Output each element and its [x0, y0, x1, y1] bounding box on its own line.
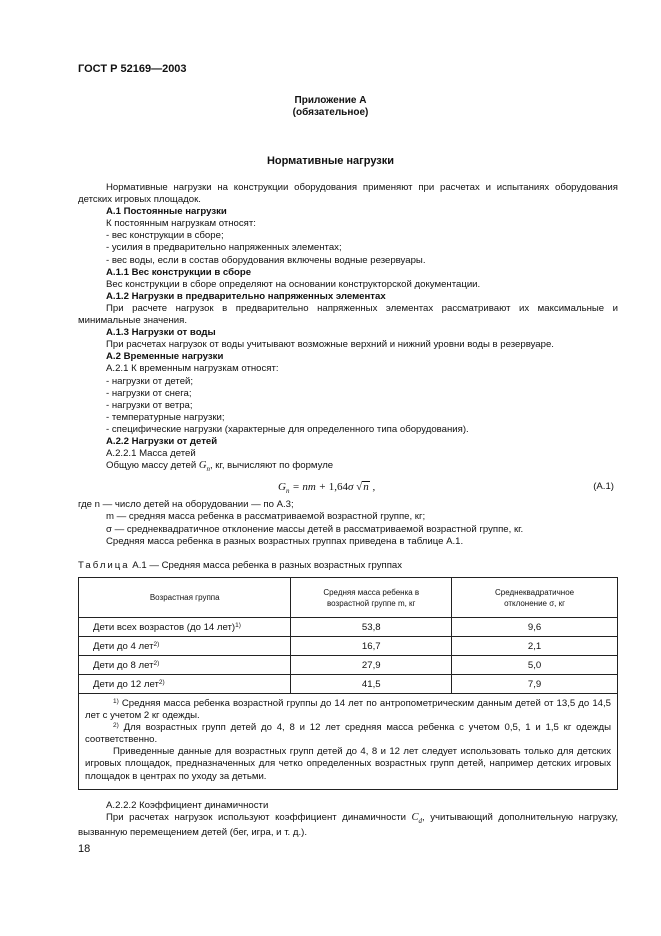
list-item: - нагрузки от снега;	[106, 387, 192, 399]
table-notes-row	[79, 694, 618, 790]
list-item: - вес воды, если в состав оборудования включены водные резервуары.	[106, 254, 426, 266]
mass-table	[78, 577, 618, 790]
a11-heading: А.1.1 Вес конструкции в сборе	[106, 266, 252, 278]
table-row	[79, 675, 618, 694]
mass-cell: 16,7	[291, 637, 452, 656]
page-number: 18	[78, 843, 91, 855]
header-mean-mass: Средняя масса ребенка в возрастной группе m, кг	[291, 578, 452, 618]
table-caption-text: А.1 — Средняя масса ребенка в разных возрастных группах	[132, 560, 403, 571]
footnote-mark: 1)	[235, 621, 241, 629]
section-title: Нормативные нагрузки	[266, 155, 395, 167]
a222-heading: А.2.2.2 Коэффициент динамичности	[106, 800, 269, 811]
appendix-title: Приложение А	[294, 95, 367, 106]
note-1	[85, 698, 611, 722]
sd-cell: 7,9	[452, 675, 618, 694]
table-notes	[79, 694, 618, 790]
formula-number: (А.1)	[593, 481, 614, 493]
footnote-mark: 2)	[153, 659, 160, 667]
a13-heading: А.1.3 Нагрузки от воды	[106, 327, 216, 339]
age-group-cell	[79, 675, 291, 694]
bottom-section	[78, 800, 618, 839]
list-item: - температурные нагрузки;	[106, 411, 225, 423]
a221-text-post: , кг, вычисляют по формуле	[209, 460, 334, 472]
a11-text: Вес конструкции в сборе определяют на основании конструкторской документации.	[106, 278, 481, 290]
footnote-mark: 2)	[158, 678, 165, 686]
a221-heading: А.2.2.1 Масса детей	[106, 448, 196, 460]
list-item: - вес конструкции в сборе;	[106, 230, 224, 242]
mass-cell: 41,5	[291, 675, 452, 694]
mass-cell: 27,9	[291, 656, 452, 675]
age-group-text: Дети до 4 лет	[93, 640, 154, 652]
symbol-cd: $C_d$	[411, 812, 423, 826]
a1-text: К постоянным нагрузкам относят:	[106, 218, 256, 230]
appendix-subtitle: (обязательное)	[292, 107, 369, 118]
note-2-text: Для возрастных групп детей до 4, 8 и 12 лет средняя масса ребенка с учетом 0,5, 1 и 1,5 кг одежды соответственно.	[85, 722, 611, 746]
sd-cell: 5,0	[452, 656, 618, 675]
document-body	[78, 182, 618, 548]
sd-cell: 9,6	[452, 618, 618, 637]
age-group-text: Дети всех возрастов (до 14 лет)	[93, 621, 236, 633]
appendix-heading	[0, 95, 661, 119]
list-item: - нагрузки от детей;	[106, 375, 194, 387]
where-m: m — средняя масса ребенка в рассматриваемой возрастной группе, кг;	[106, 511, 426, 523]
a1-heading: А.1 Постоянные нагрузки	[106, 206, 227, 218]
age-group-text: Дети до 12 лет	[93, 678, 159, 690]
sd-cell: 2,1	[452, 637, 618, 656]
age-group-text: Дети до 8 лет	[93, 659, 154, 671]
a222-text-pre: При расчетах нагрузок используют коэффициент динамичности	[106, 812, 406, 824]
a221-text	[78, 460, 618, 475]
footnote-mark: 1)	[113, 698, 119, 705]
a2-heading: А.2 Временные нагрузки	[106, 351, 224, 363]
table-caption	[78, 560, 402, 571]
table-row	[79, 656, 618, 675]
table-reference: Средняя масса ребенка в разных возрастных группах приведена в таблице А.1.	[106, 535, 464, 547]
a22-heading: А.2.2 Нагрузки от детей	[106, 435, 218, 447]
symbol-gn: $G_n$	[198, 460, 210, 474]
a221-text-pre: Общую массу детей	[106, 460, 197, 472]
mass-cell: 53,8	[291, 618, 452, 637]
note-1-text: Средняя масса ребенка возрастной группы до 14 лет по антропометрическим данным детей от 13,5 до 14,5 лет с учетом 2 кг одежды.	[85, 698, 611, 722]
note-2	[85, 722, 611, 746]
intro-paragraph: Нормативные нагрузки на конструкции оборудования применяют при расчетах и испытаниях оборудования детских игровых площадок.	[78, 182, 618, 206]
age-group-cell	[79, 637, 291, 656]
formula-expression: $G_n$ = nm + 1,64σ √n ,	[278, 481, 376, 496]
a13-text: При расчетах нагрузок от воды учитывают возможные верхний и нижний уровни воды в резервуаре.	[106, 339, 554, 351]
where-sigma: σ — среднеквадратичное отклонение массы детей в рассматриваемой возрастной группе, кг.	[106, 523, 524, 535]
list-item: - нагрузки от ветра;	[106, 399, 193, 411]
list-item: - специфические нагрузки (характерные для определенного типа оборудования).	[106, 423, 469, 435]
age-group-cell	[79, 656, 291, 675]
formula-a1	[78, 477, 618, 499]
header-std-dev: Среднеквадратичное отклонение σ, кг	[452, 578, 618, 618]
a222-text-post: , учитывающий дополнительную нагрузку, вызванную перемещением детей (бег, игра, и т. д.).	[78, 812, 618, 839]
list-item: - усилия в предварительно напряженных элементах;	[106, 242, 342, 254]
a222-text	[78, 812, 618, 839]
note-3: Приведенные данные для возрастных групп детей до 4, 8 и 12 лет следует использовать только для детских игровых площадок, предназначенных для четко определенных возрастных групп детей, например детских игровых площадок в центрах по уходу за детьми.	[85, 746, 611, 782]
footnote-mark: 2)	[113, 722, 119, 730]
a21-text: А.2.1 К временным нагрузкам относят:	[106, 363, 279, 375]
table-caption-prefix: Таблица	[78, 560, 130, 571]
header-age-group: Возрастная группа	[79, 578, 291, 618]
table-header-row	[79, 578, 618, 618]
standard-code: ГОСТ Р 52169—2003	[78, 63, 187, 75]
table-row	[79, 637, 618, 656]
where-n: где n — число детей на оборудовании — по А.3;	[78, 499, 294, 511]
a12-text: При расчете нагрузок в предварительно напряженных элементах рассматривают их максимальные и минимальные значения.	[78, 302, 618, 327]
footnote-mark: 2)	[153, 640, 160, 648]
table-row	[79, 618, 618, 637]
a12-heading: А.1.2 Нагрузки в предварительно напряженных элементах	[106, 290, 386, 302]
age-group-cell	[79, 618, 291, 637]
